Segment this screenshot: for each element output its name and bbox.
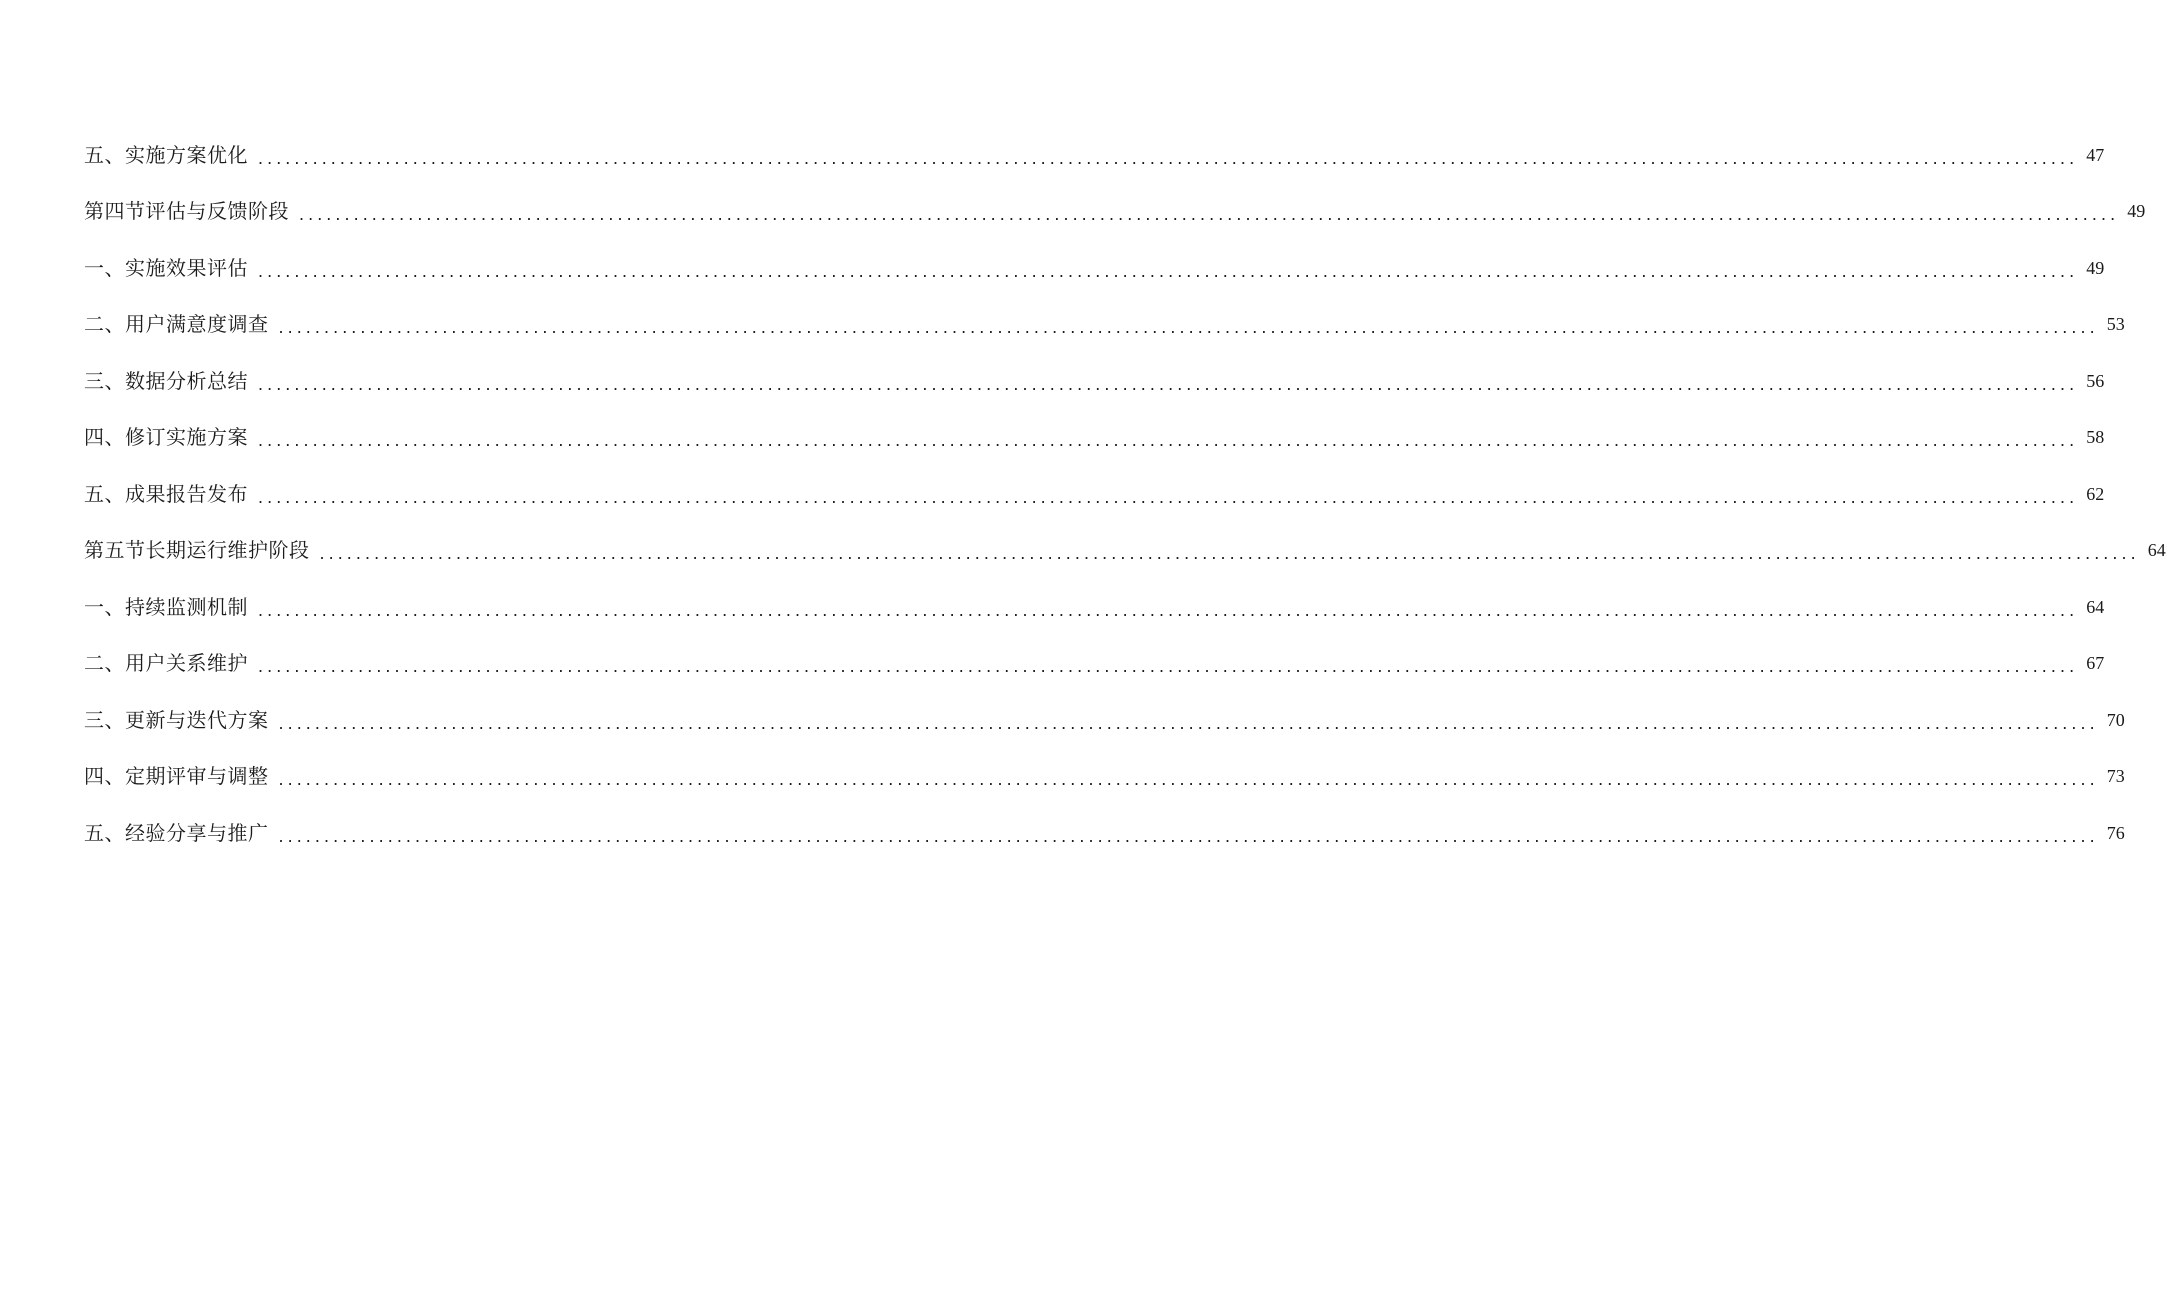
toc-entry-page: 73 <box>2106 766 2125 786</box>
toc-dot-leader: ........................................................................................................................................................................................................ <box>258 373 2079 394</box>
toc-entry[interactable] <box>84 568 2105 625</box>
toc-entry-page: 56 <box>2086 370 2105 391</box>
toc-entry-title: 二、用户满意度调查 <box>84 312 269 336</box>
toc-entry-title: 四、修订实施方案 <box>84 425 248 449</box>
toc-entry-title: 第五节长期运行维护阶段 <box>84 538 310 562</box>
toc-entry-page: 58 <box>2086 427 2105 447</box>
toc-dot-leader: ........................................................................................................................................................................................................ <box>278 317 2099 337</box>
toc-dot-leader: ........................................................................................................................................................................................................ <box>258 656 2079 676</box>
toc-dot-leader: ........................................................................................................................................................................................................ <box>319 543 2140 563</box>
toc-dot-leader: ........................................................................................................................................................................................................ <box>278 825 2099 846</box>
toc-entry[interactable] <box>84 229 2105 286</box>
toc-entry-title: 一、实施效果评估 <box>84 255 248 280</box>
toc-entry[interactable] <box>84 794 2125 851</box>
toc-entry-title: 一、持续监测机制 <box>84 594 248 619</box>
toc-dot-leader: ........................................................................................................................................................................................................ <box>258 486 2079 507</box>
toc-dot-leader: ........................................................................................................................................................................................................ <box>258 260 2079 281</box>
toc-entry-title: 五、成果报告发布 <box>84 481 248 506</box>
toc-entry-page: 47 <box>2086 144 2105 165</box>
toc-entry-title: 第四节评估与反馈阶段 <box>84 199 289 223</box>
toc-entry-page: 49 <box>2086 257 2105 278</box>
toc-entry[interactable] <box>84 342 2105 399</box>
toc-entry-title: 二、用户关系维护 <box>84 651 248 675</box>
toc-entry-title: 五、经验分享与推广 <box>84 820 269 845</box>
toc-dot-leader: ........................................................................................................................................................................................................ <box>258 430 2079 450</box>
toc-entry[interactable] <box>84 399 2105 456</box>
toc-entry-page: 64 <box>2086 596 2105 617</box>
toc-dot-leader: ........................................................................................................................................................................................................ <box>278 769 2099 789</box>
toc-entry-title: 四、定期评审与调整 <box>84 764 269 788</box>
toc-entry-page: 62 <box>2086 483 2105 504</box>
toc-entry-page: 70 <box>2106 709 2125 730</box>
toc-entry[interactable] <box>84 681 2125 738</box>
toc-entry[interactable] <box>84 625 2105 682</box>
toc-entry-page: 49 <box>2127 201 2146 221</box>
toc-dot-leader: ........................................................................................................................................................................................................ <box>299 204 2120 224</box>
toc-entry[interactable] <box>84 173 2146 230</box>
toc-entry[interactable] <box>84 116 2105 173</box>
toc-dot-leader: ........................................................................................................................................................................................................ <box>258 147 2079 168</box>
toc-entry[interactable] <box>84 512 2166 569</box>
toc-dot-leader: ........................................................................................................................................................................................................ <box>278 712 2099 733</box>
toc-entry-page: 67 <box>2086 653 2105 673</box>
toc-entry-page: 76 <box>2106 822 2125 843</box>
toc-entry[interactable] <box>84 455 2105 512</box>
table-of-contents <box>84 116 2166 851</box>
toc-entry-title: 三、数据分析总结 <box>84 368 248 393</box>
toc-entry-title: 五、实施方案优化 <box>84 142 248 167</box>
toc-entry-page: 64 <box>2147 540 2166 560</box>
toc-entry[interactable] <box>84 738 2125 795</box>
toc-entry[interactable] <box>84 286 2125 343</box>
toc-entry-page: 53 <box>2106 314 2125 334</box>
toc-entry-title: 三、更新与迭代方案 <box>84 707 269 732</box>
toc-dot-leader: ........................................................................................................................................................................................................ <box>258 599 2079 620</box>
